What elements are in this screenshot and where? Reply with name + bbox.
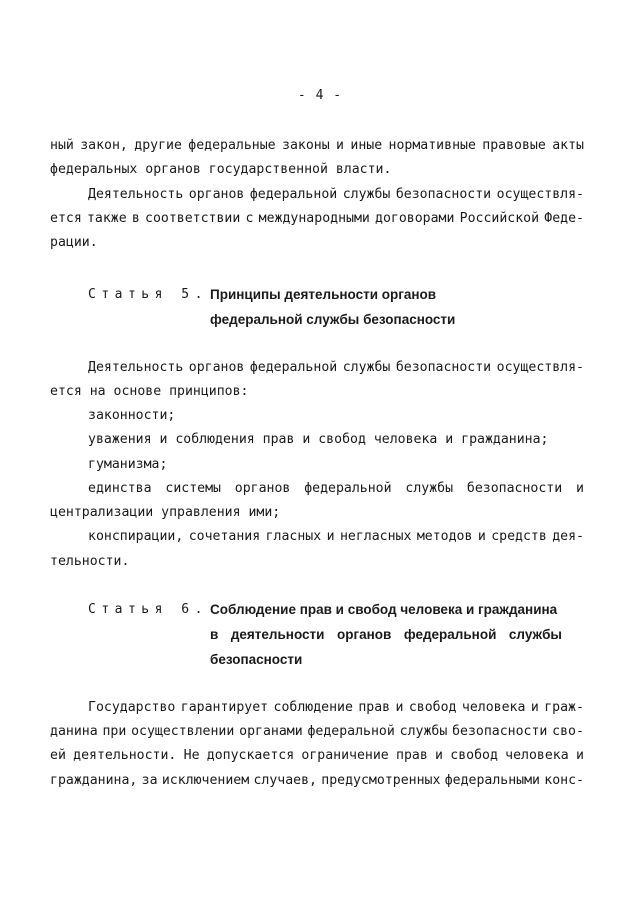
word: при [102,724,127,739]
article6-title-line3: безопасности [210,652,303,667]
word: и [326,529,335,544]
word: соответствии [145,211,241,226]
word: с [245,211,254,226]
word: органов [234,481,291,496]
word: закон, [80,138,128,153]
word: и [530,700,539,715]
para2-line2 [50,210,584,228]
word: службы [399,724,448,739]
word: Деятельность [88,187,184,202]
para1-line1 [50,137,584,155]
para2-line3: рации. [50,235,98,250]
word: деятельности. [73,748,177,763]
word: федеральной [249,187,338,202]
word: безопасности [395,187,492,202]
word: службы [342,187,391,202]
word: и [395,700,404,715]
word: прав [396,748,428,763]
word: в [210,627,219,642]
word: исключением [161,773,250,788]
para4-line3 [50,747,584,765]
word: другие [134,138,182,153]
para1-line2: федеральных органов государственной власти. [50,162,392,177]
para4-line4 [50,772,584,790]
word: сочетания [188,529,261,544]
word: органов [188,360,245,375]
principle-humanism: гуманизма; [88,457,168,472]
para2-line1 [88,186,584,204]
word: федеральной [304,481,392,496]
word: безопасности [452,724,548,739]
word: человека [505,748,569,763]
word: соблюдение [273,700,353,715]
word: службы [508,627,562,642]
principle-rights: уважения и соблюдения прав и свобод человека и гражданина; [88,432,549,447]
word: и [576,481,584,496]
principle-conspiracy-line1 [88,528,584,546]
principle-unity-line1 [88,480,584,498]
word: международными [258,211,370,226]
word: допускается [206,748,295,763]
article5-label: Статья 5. [88,287,208,302]
word: осуществля- [496,187,584,202]
word: граж- [544,700,584,715]
word: федеральными [444,773,540,788]
word: федеральные [188,138,276,153]
article5-title-line1: Принципы деятельности органов [210,287,437,302]
word: конс- [544,773,584,788]
article6-title-line2 [210,626,562,644]
word: негласных [339,529,412,544]
word: единства [88,481,152,496]
word: федеральной [307,724,395,739]
para4-line1 [88,699,584,717]
word: сво- [552,724,584,739]
word: законы [282,138,330,153]
word: предусмотренных [321,773,441,788]
word: ный [50,138,74,153]
word: человека [461,700,526,715]
word: службы [405,481,454,496]
word: гражданина, [50,773,138,788]
word: и [336,138,344,153]
word: Феде- [544,211,584,226]
word: иные [350,138,383,153]
word: службы [342,360,391,375]
word: осуществля- [496,360,584,375]
word: конспирации, [88,529,184,544]
word: ется [50,211,82,226]
word: федеральной [403,627,497,642]
word: федеральной [249,360,338,375]
word: средств [491,529,547,544]
word: ей [50,748,66,763]
word: и [575,748,584,763]
word: органами [239,724,303,739]
article6-title-line1: Соблюдение прав и свобод человека и гражданина [210,602,558,617]
word: свобод [408,700,457,715]
word: осуществлении [131,724,235,739]
para3-line2: ется на основе принципов: [50,384,249,399]
word: системы [165,481,221,496]
word: случаев, [253,773,317,788]
word: ограничение [301,748,389,763]
word: правовые [482,138,546,153]
word: акты [552,138,584,153]
word: и [477,529,486,544]
word: за [141,773,158,788]
word: методов [416,529,473,544]
principle-conspiracy-line2: тельности. [50,554,130,569]
article6-label: Статья 6. [88,602,208,617]
word: органов [336,627,392,642]
page-number: - 4 - [297,88,343,103]
word: гарантирует [180,700,269,715]
word: прав [358,700,391,715]
para3-line1 [88,359,584,377]
word: дея- [552,529,584,544]
word: Российской [459,211,540,226]
word: свобод [450,748,498,763]
word: безопасности [466,481,563,496]
article5-title-line2: федеральной службы безопасности [210,312,456,327]
word: деятельности [230,627,325,642]
word: безопасности [395,360,492,375]
word: в [131,211,140,226]
word: данина [50,724,98,739]
word: Не [183,748,200,763]
word: также [86,211,127,226]
word: Государство [88,700,176,715]
para4-line2 [50,723,584,741]
word: гласных [265,529,322,544]
word: нормативные [388,138,476,153]
word: договорами [375,211,455,226]
word: органов [188,187,245,202]
word: и [435,748,443,763]
principle-legality: законности; [88,408,176,423]
principle-unity-line2: централизации управления ими; [50,505,281,520]
word: Деятельность [88,360,184,375]
